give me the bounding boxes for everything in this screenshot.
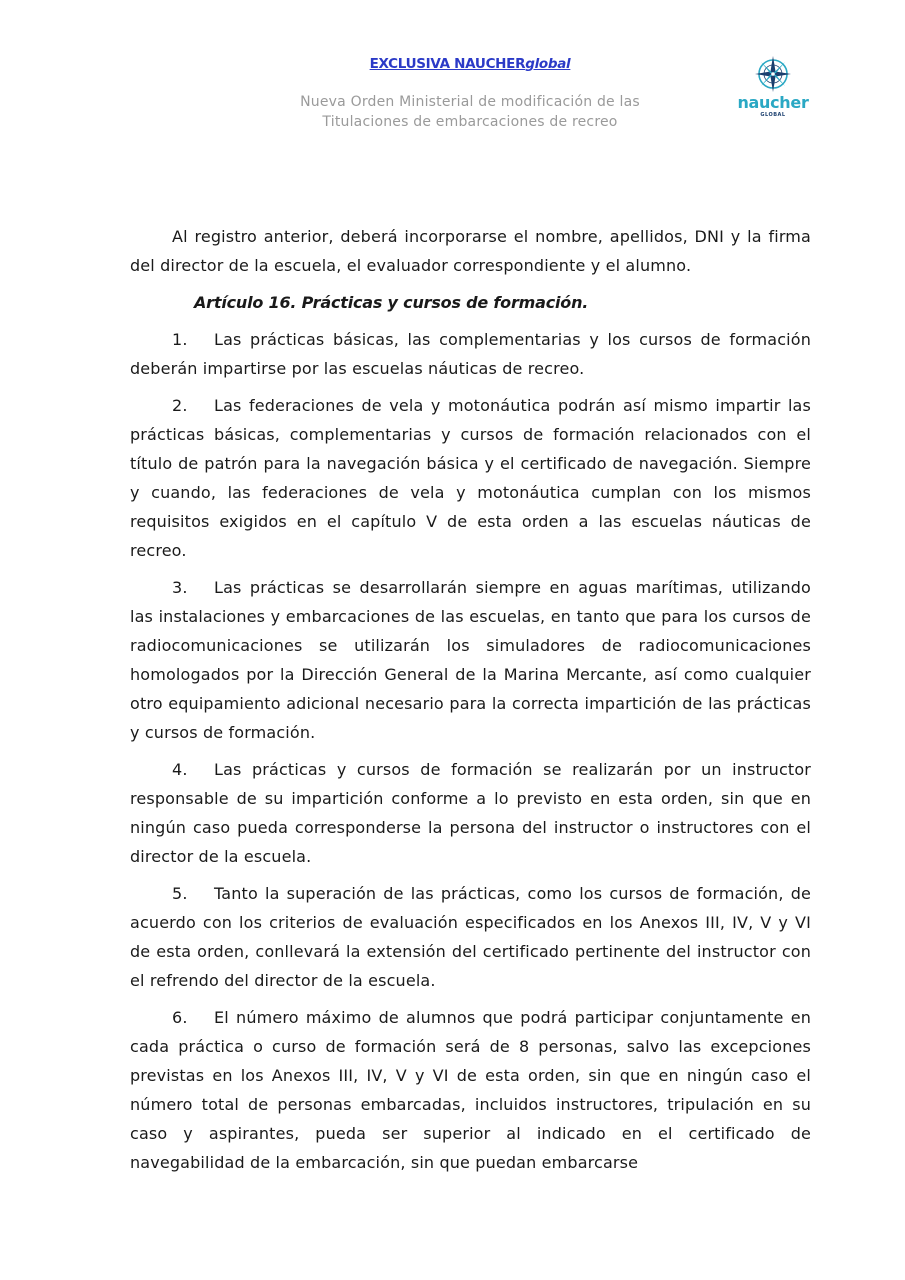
list-item — [130, 879, 811, 995]
item-number: 6. — [172, 1008, 188, 1027]
header-link-main[interactable]: EXCLUSIVA NAUCHER — [369, 56, 526, 72]
subtitle-line-2: Titulaciones de embarcaciones de recreo — [322, 114, 618, 130]
item-text: Tanto la superación de las prácticas, como los cursos de formación, de acuerdo con los criterios de evaluación especificados en los Anexos III, IV, V y VI de esta orden, conllevará la extensión del certificado pertinente del instructor con el refrendo del director de la escuela. — [130, 884, 811, 990]
document-body — [130, 222, 811, 1185]
item-number: 5. — [172, 884, 188, 903]
item-text: Las prácticas y cursos de formación se realizarán por un instructor responsable de su impartición conforme a lo previsto en esta orden, sin que en ningún caso pueda corresponderse la persona del instructor o instructores con el director de la escuela. — [130, 760, 811, 866]
list-item — [130, 1003, 811, 1177]
logo-tagline: GLOBAL — [760, 112, 786, 118]
item-text: Las prácticas básicas, las complementarias y los cursos de formación deberán impartirse por las escuelas náuticas de recreo. — [130, 330, 811, 378]
item-number: 4. — [172, 760, 188, 779]
list-item — [130, 755, 811, 871]
logo-wordmark: naucher — [737, 93, 809, 112]
list-item — [130, 573, 811, 747]
header-link-suffix[interactable]: global — [525, 56, 571, 72]
article-heading: Artículo 16. Prácticas y cursos de formación. — [194, 293, 589, 312]
item-text: Las prácticas se desarrollarán siempre en aguas marítimas, utilizando las instalaciones y embarcaciones de las escuelas, en tanto que para los cursos de radiocomunicaciones se utilizarán los simuladores de radiocomunicaciones homologados por la Dirección General de la Marina Mercante, así como cualquier otro equipamiento adicional necesario para la correcta impartición de las prácticas y cursos de formación. — [130, 578, 811, 742]
list-item — [130, 325, 811, 383]
intro-paragraph: Al registro anterior, deberá incorporarse el nombre, apellidos, DNI y la firma del director de la escuela, el evaluador correspondiente y el alumno. — [130, 227, 811, 275]
item-text: El número máximo de alumnos que podrá participar conjuntamente en cada práctica o curso de formación será de 8 personas, salvo las excepciones previstas en los Anexos III, IV, V y VI de esta orden, sin que en ningún caso el número total de personas embarcadas, incluidos instructores, tripulación en su caso y aspirantes, pueda ser superior al indicado en el certificado de navegabilidad de la embarcación, sin que puedan embarcarse — [130, 1008, 811, 1172]
item-text: Las federaciones de vela y motonáutica podrán así mismo impartir las prácticas básicas, complementarias y cursos de formación relacionados con el título de patrón para la navegación básica y el certificado de navegación. Siempre y cuando, las federaciones de vela y motonáutica cumplan con los mismos requisitos exigidos en el capítulo V de esta orden a las escuelas náuticas de recreo. — [130, 396, 811, 560]
naucher-logo — [727, 54, 819, 124]
subtitle-line-1: Nueva Orden Ministerial de modificación de las — [300, 94, 640, 110]
list-item — [130, 391, 811, 565]
item-number: 1. — [172, 330, 188, 349]
item-number: 2. — [172, 396, 188, 415]
compass-rose-icon — [727, 54, 819, 94]
item-number: 3. — [172, 578, 188, 597]
